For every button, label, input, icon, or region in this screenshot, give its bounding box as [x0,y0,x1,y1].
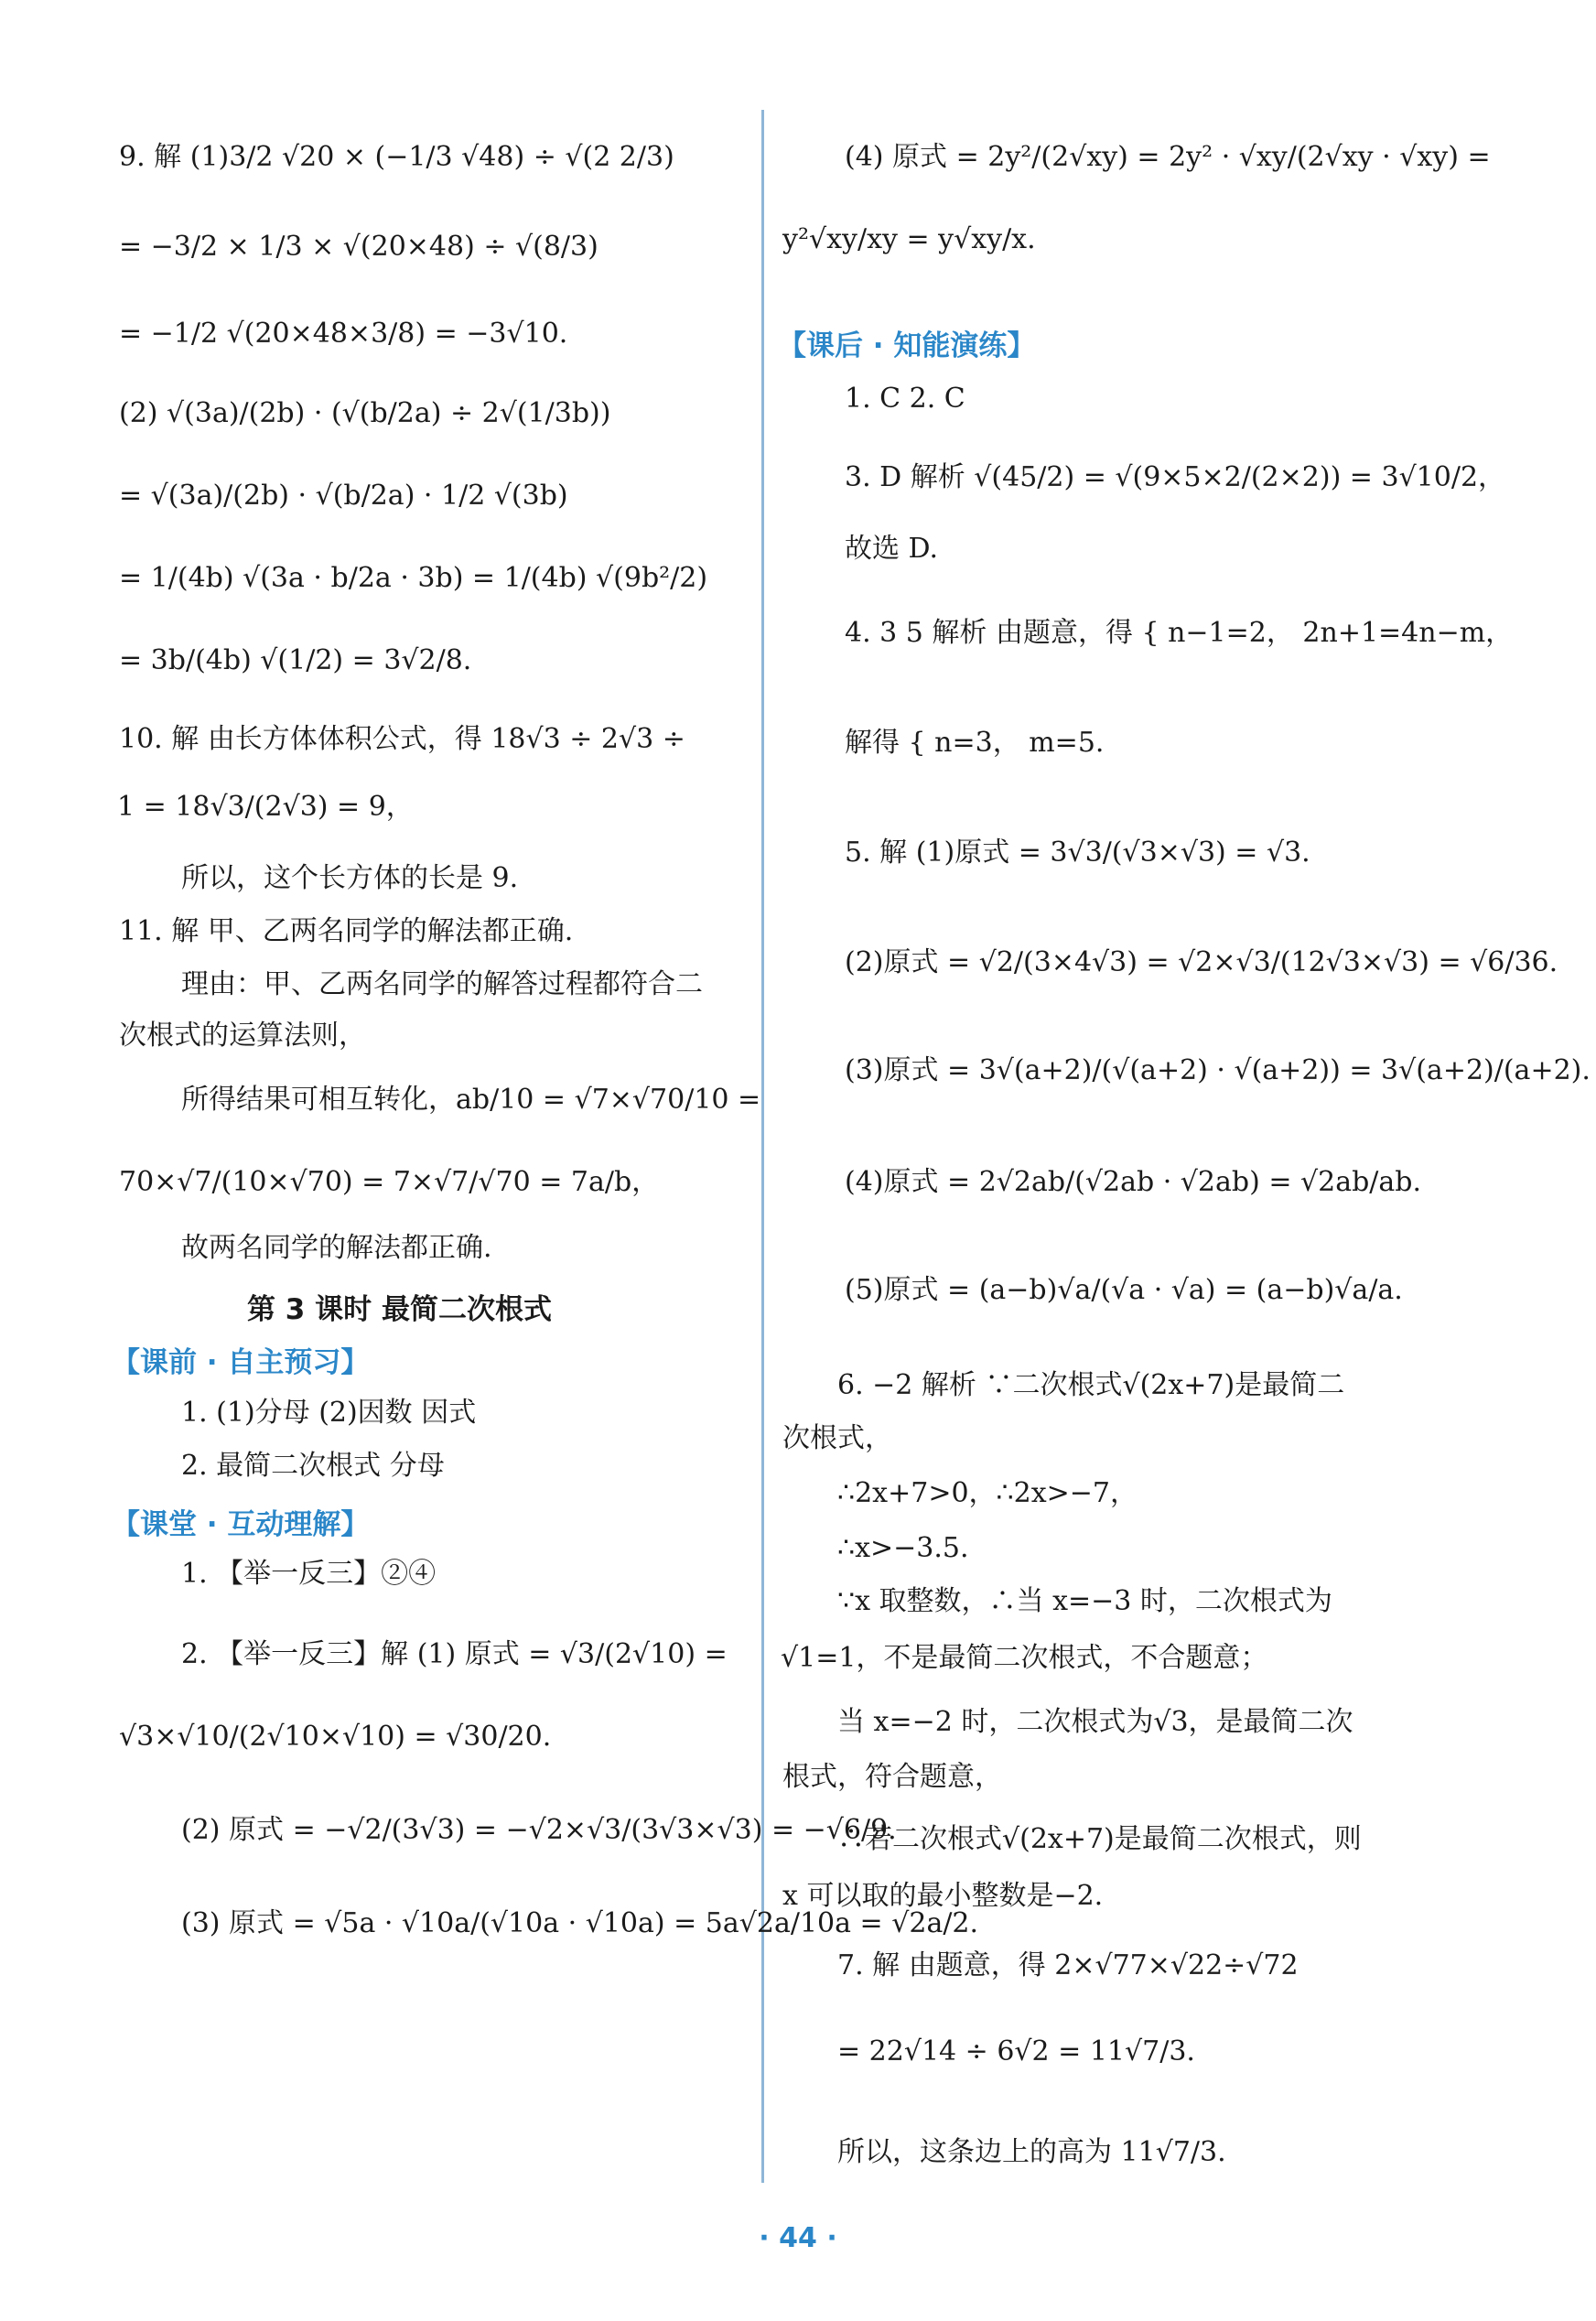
problem-11-line-5: 70×√7/(10×√70) = 7×√7/√70 = 7a/b， [119,1166,660,1198]
problem-11-line-6: 故两名同学的解法都正确. [181,1232,492,1264]
after-answer-7-line-2: = 22√14 ÷ 6√2 = 11√7/3. [837,2035,1195,2067]
problem-11-line-1: 11. 解 甲、乙两名同学的解法都正确. [119,915,574,947]
problem-11-line-4: 所得结果可相互转化，ab/10 = √7×√70/10 = [181,1084,761,1116]
problem-9-line-3: = −1/2 √(20×48×3/8) = −3√10. [119,318,568,350]
problem-11-line-3: 次根式的运算法则， [119,1020,366,1052]
after-answer-7-line-3: 所以，这条边上的高为 11√7/3. [837,2136,1226,2168]
after-answer-6-line-10: x 可以取的最小整数是−2. [782,1880,1104,1912]
section-classroom-heading: 【课堂 · 互动理解】 [112,1508,370,1541]
classroom-answer-2-line-2: √3×√10/(2√10×√10) = √30/20. [119,1721,552,1753]
after-answer-4-solution: 解得 { n=3， m=5. [845,727,1105,759]
after-answer-6-line-1: 6. −2 解析 ∵二次根式√(2x+7)是最简二 [837,1369,1345,1401]
preview-answer-2: 2. 最简二次根式 分母 [181,1450,445,1482]
classroom-answer-2-line-1: 2. 【举一反三】解 (1) 原式 = √3/(2√10) = [181,1638,728,1670]
page-number: · 44 · [759,2222,837,2254]
classroom-answer-2-line-3: (2) 原式 = −√2/(3√3) = −√2×√3/(3√3×√3) = −√6/9. [181,1814,897,1846]
after-answer-5-5: (5)原式 = (a−b)√a/(√a · √a) = (a−b)√a/a. [845,1274,1403,1306]
after-answer-5-1: 5. 解 (1)原式 = 3√3/(√3×√3) = √3. [845,837,1310,869]
after-answer-6-line-5: ∵x 取整数，∴当 x=−3 时，二次根式为 [837,1585,1332,1617]
after-answer-6-line-3: ∴2x+7>0，∴2x>−7， [837,1477,1138,1509]
classroom-answer-2-line-4: (3) 原式 = √5a · √10a/(√10a · √10a) = 5a√2a/10a = √2a/2. [181,1907,979,1939]
after-answer-6-line-9: ∴若二次根式√(2x+7)是最简二次根式，则 [837,1823,1362,1855]
problem-9-line-7: = 3b/(4b) √(1/2) = 3√2/8. [119,644,472,676]
classroom-answer-2-line-5: (4) 原式 = 2y²/(2√xy) = 2y² · √xy/(2√xy · √xy) = [845,141,1491,173]
problem-9-line-1: 9. 解 (1)3/2 √20 × (−1/3 √48) ÷ √(2 2/3) [119,141,674,173]
after-answer-3-conclusion: 故选 D. [845,533,939,565]
problem-10-line-1: 10. 解 由长方体体积公式，得 18√3 ÷ 2√3 ÷ [119,723,685,755]
after-answer-7-line-1: 7. 解 由题意，得 2×√77×√22÷√72 [837,1949,1299,1981]
after-answer-1-2: 1. C 2. C [845,383,965,415]
after-answer-6-line-8: 根式，符合题意， [782,1761,1002,1793]
preview-answer-1: 1. (1)分母 (2)因数 因式 [181,1397,477,1429]
after-answer-5-3: (3)原式 = 3√(a+2)/(√(a+2) · √(a+2)) = 3√(a+2)/(a+2). [845,1054,1591,1086]
lesson-title: 第 3 课时 最简二次根式 [247,1293,552,1326]
after-answer-6-line-6: √1=1，不是最简二次根式，不合题意； [781,1642,1268,1674]
after-answer-6-line-7: 当 x=−2 时，二次根式为√3，是最简二次 [837,1706,1353,1738]
after-answer-5-2: (2)原式 = √2/(3×4√3) = √2×√3/(12√3×√3) = √6/36. [845,946,1558,978]
after-answer-6-line-4: ∴x>−3.5. [837,1532,969,1564]
section-after-class-heading: 【课后 · 知能演练】 [778,329,1036,362]
problem-9-line-6: = 1/(4b) √(3a · b/2a · 3b) = 1/(4b) √(9b²/2) [119,562,708,594]
problem-9-line-2: = −3/2 × 1/3 × √(20×48) ÷ √(8/3) [119,231,598,263]
section-preview-heading: 【课前 · 自主预习】 [112,1346,370,1379]
problem-9-line-5: = √(3a)/(2b) · √(b/2a) · 1/2 √(3b) [119,480,568,512]
problem-10-line-3: 所以，这个长方体的长是 9. [181,862,519,894]
problem-11-line-2: 理由：甲、乙两名同学的解答过程都符合二 [181,968,703,1000]
column-divider [761,110,764,2183]
problem-9-line-4: (2) √(3a)/(2b) · (√(b/2a) ÷ 2√(1/3b)) [119,397,611,429]
after-answer-6-line-2: 次根式， [782,1422,892,1454]
after-answer-5-4: (4)原式 = 2√2ab/(√2ab · √2ab) = √2ab/ab. [845,1166,1422,1198]
after-answer-4: 4. 3 5 解析 由题意，得 { n−1=2， 2n+1=4n−m， [845,617,1514,649]
after-answer-3: 3. D 解析 √(45/2) = √(9×5×2/(2×2)) = 3√10/2， [845,461,1506,493]
classroom-answer-1: 1. 【举一反三】②④ [181,1558,437,1590]
classroom-answer-2-line-6: y²√xy/xy = y√xy/x. [782,223,1036,255]
problem-10-line-2: 1 = 18√3/(2√3) = 9， [117,791,414,823]
